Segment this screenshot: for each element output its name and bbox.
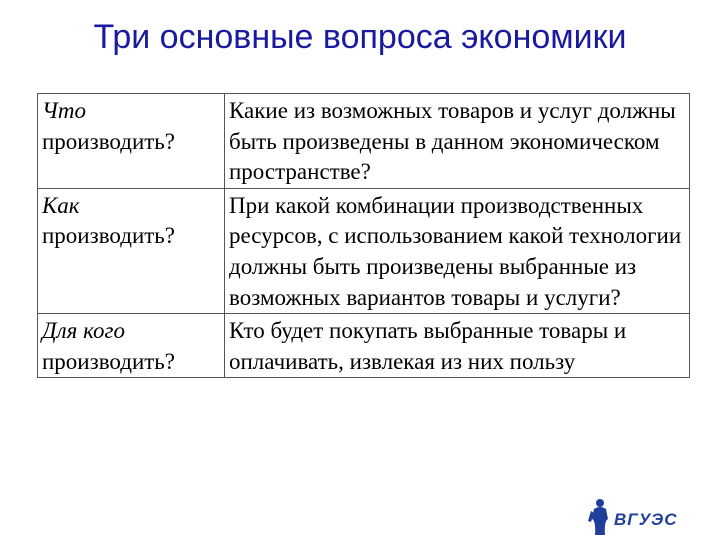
answer-cell: Кто будет покупать выбранные товары и оплачивать, извлекая из них пользу bbox=[225, 314, 690, 378]
question-cell bbox=[38, 188, 225, 313]
question-cell bbox=[38, 94, 225, 189]
slide-title: Три основные вопроса экономики bbox=[93, 18, 627, 56]
table-row bbox=[38, 188, 690, 313]
questions-table bbox=[37, 93, 690, 378]
question-word: Для кого bbox=[42, 318, 125, 344]
question-verb: производить? bbox=[42, 128, 176, 154]
table-row bbox=[38, 314, 690, 378]
table-row bbox=[38, 94, 690, 189]
question-verb: производить? bbox=[42, 348, 176, 374]
figure-emblem-icon bbox=[588, 499, 608, 535]
question-verb: производить? bbox=[42, 223, 176, 249]
logo-wordmark: ВГУЭС bbox=[614, 510, 678, 529]
answer-cell: Какие из возможных товаров и услуг должны быть произведены в данном экономическом пространстве? bbox=[225, 94, 690, 189]
answer-cell: При какой комбинации производственных ресурсов, с использованием какой технологии должны быть произведены выбранные из возможных вариантов товары и услуги? bbox=[225, 188, 690, 313]
question-cell bbox=[38, 314, 225, 378]
university-logo bbox=[588, 497, 680, 537]
question-word: Что bbox=[42, 98, 86, 123]
question-word: Как bbox=[42, 192, 80, 218]
